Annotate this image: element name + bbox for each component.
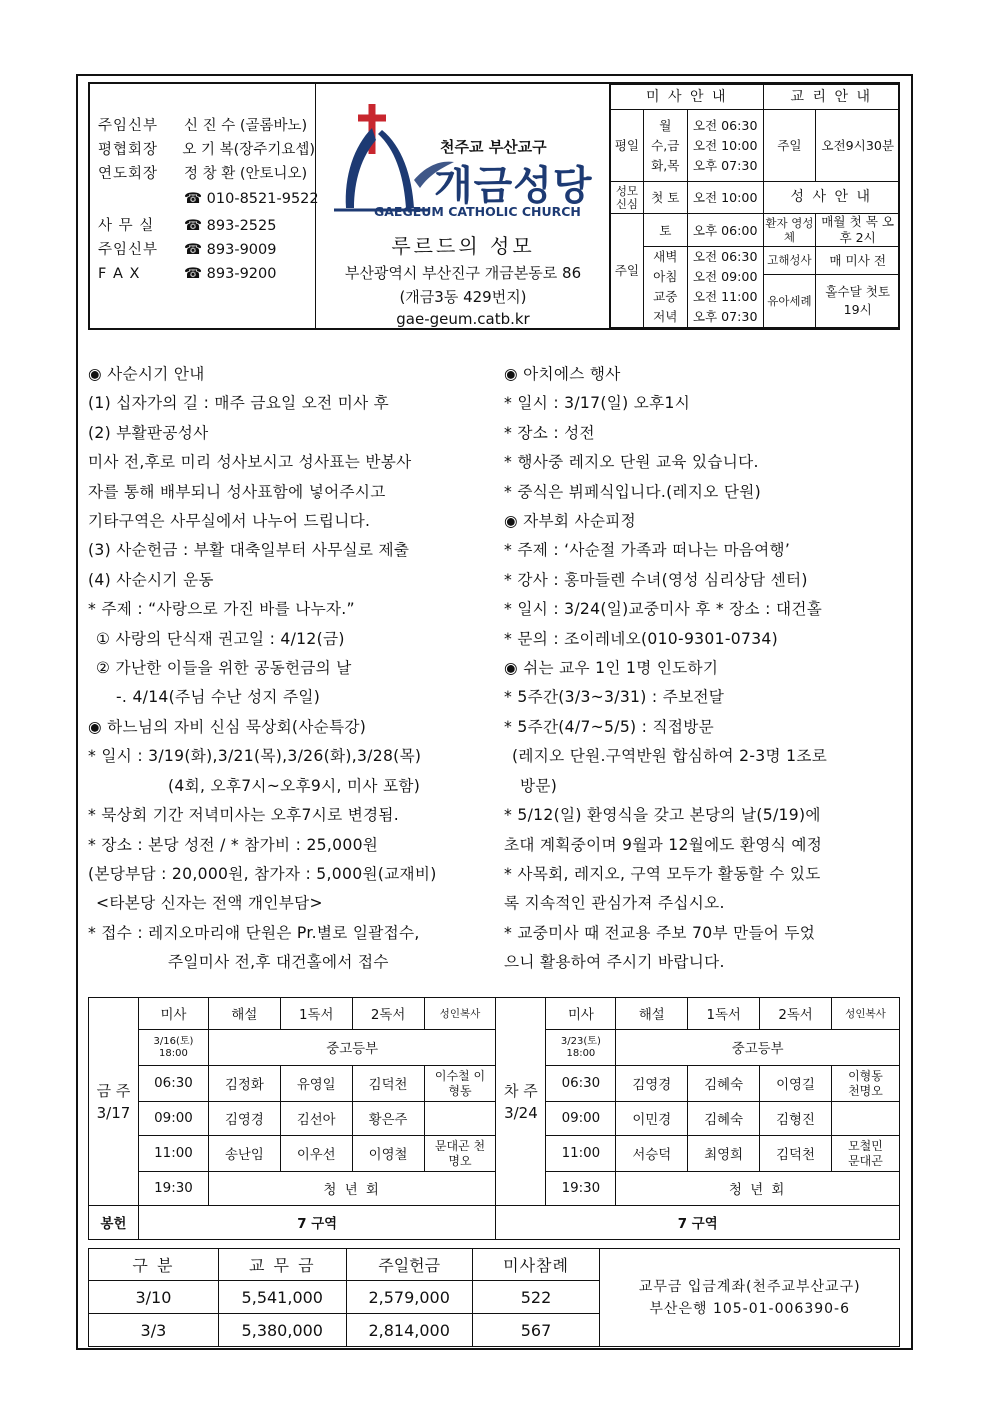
text-line: (레지오 단원.구역반원 합심하여 2-3명 1조로	[512, 747, 828, 766]
offering-label: 봉헌	[89, 1206, 139, 1240]
roster-cell	[831, 1102, 899, 1136]
doctrine-day: 주일	[763, 110, 816, 182]
church-logo-block	[316, 84, 610, 328]
sacrament-label: 환자 영성체	[763, 214, 816, 247]
patron-saint: 루르드의 성모	[391, 234, 535, 258]
mass-time: 오후 07:30	[692, 309, 758, 324]
text-line: (3) 사순헌금 : 부활 대축일부터 사무실로 제출	[88, 541, 410, 560]
finance-cell: 5,380,000	[218, 1314, 346, 1347]
text-line: * 일시 : 3/19(화),3/21(목),3/26(화),3/28(목)	[88, 747, 422, 766]
finance-cell: 3/3	[89, 1314, 219, 1347]
mass-time: 06:30	[546, 1066, 616, 1102]
sunday-label: 주일	[611, 214, 644, 328]
section-title: ◉ 자부회 사순피정	[504, 512, 636, 531]
mass-time: 09:00	[138, 1102, 208, 1136]
phone-label: F A X	[98, 266, 141, 283]
phone-label: 주임신부	[98, 242, 159, 259]
roster-cell: 문대곤 천명오	[424, 1136, 496, 1172]
sacrament-value: 매 미사 전	[816, 247, 900, 275]
roster-cell: 이영길	[760, 1066, 832, 1102]
text-line: 록 지속적인 관심가져 주십시오.	[504, 894, 725, 913]
address-line: 부산광역시 부산진구 개금본동로 86	[344, 264, 582, 282]
text-line: * 주제 : ‘사순절 가족과 떠나는 마음여행’	[504, 541, 791, 560]
finance-cell: 567	[472, 1314, 600, 1347]
phone-value: ☎ 893-9009	[184, 242, 277, 259]
mary-devotion-label: 성모 신심	[611, 182, 644, 214]
mass-time: 3/16(토) 18:00	[138, 1030, 208, 1066]
text-line: * 접수 : 레지오마리애 단원은 Pr.별로 일괄접수,	[88, 923, 420, 942]
finance-cell: 3/10	[89, 1281, 219, 1314]
text-line: 으니 활용하여 주시기 바랍니다.	[504, 953, 725, 972]
contact-value: 정 창 환 (안토니오)	[184, 166, 308, 183]
text-line: * 중식은 뷔페식입니다.(레지오 단원)	[504, 482, 761, 501]
contact-value: 신 진 수 (골롬바노)	[184, 118, 308, 134]
mass-time: 19:30	[138, 1172, 208, 1206]
roster-cell: 황은주	[352, 1102, 424, 1136]
text-line: * 사목회, 레지오, 구역 모두가 활동할 수 있도	[504, 864, 821, 883]
text-line: (1) 십자가의 길 : 매주 금요일 오전 미사 후	[88, 394, 390, 413]
mass-roster	[88, 997, 900, 1239]
column-header: 미사	[546, 998, 616, 1030]
mass-time: 09:00	[546, 1102, 616, 1136]
text-line: * 문의 : 조이레네오(010-9301-0734)	[504, 629, 779, 648]
mass-time: 오전 10:00	[692, 137, 758, 153]
text-line: * 교중미사 때 전교용 주보 70부 만들어 두었	[504, 923, 816, 942]
mass-roster-table	[88, 997, 900, 1240]
announcements-right	[504, 360, 906, 978]
roster-cell: 이수철 이형동	[424, 1066, 496, 1102]
mass-time: 3/23(토) 18:00	[546, 1030, 616, 1066]
column-header: 미사	[138, 998, 208, 1030]
roster-group: 청 년 회	[616, 1172, 900, 1206]
roster-group: 청 년 회	[208, 1172, 495, 1206]
mass-schedule	[610, 84, 900, 328]
mass-day: 화,목	[651, 157, 680, 173]
text-line: * 5주간(3/3~3/31) : 주보전달	[504, 688, 725, 707]
offering-district: 7 구역	[496, 1206, 900, 1240]
column-header: 1독서	[280, 998, 352, 1030]
mass-time: 19:30	[546, 1172, 616, 1206]
column-header: 1독서	[688, 998, 760, 1030]
offering-district: 7 구역	[138, 1206, 495, 1240]
text-line: (4회, 오후7시~오후9시, 미사 포함)	[168, 776, 421, 795]
text-line: 초대 계획중이며 9월과 12월에도 환영식 예정	[504, 835, 823, 854]
website-link[interactable]: gae-geum.catb.kr	[396, 310, 530, 328]
this-week-label: 금 주 3/17	[89, 998, 139, 1206]
text-line: * 강사 : 홍마들렌 수녀(영성 심리상담 센터)	[504, 570, 808, 589]
diocese-name: 천주교 부산교구	[440, 138, 547, 156]
text-line: 기타구역은 사무실에서 나누어 드립니다.	[88, 512, 371, 531]
text-line: <타본당 신자는 전액 개인부담>	[96, 894, 323, 913]
phone-value: ☎ 893-2525	[184, 217, 277, 234]
column-header: 2독서	[352, 998, 424, 1030]
account-title: 교무금 입금계좌(천주교부산교구)	[638, 1278, 861, 1295]
doctrine-time: 오전9시30분	[816, 110, 900, 182]
sacrament-label: 고해성사	[763, 247, 816, 275]
contact-block	[90, 84, 319, 328]
roster-group: 중고등부	[208, 1030, 495, 1066]
finance-table	[88, 1248, 900, 1347]
section-title: ◉ 쉬는 교우 1인 1명 인도하기	[504, 659, 719, 678]
text-line: (본당부담 : 20,000원, 참가자 : 5,000원(교재비)	[88, 864, 437, 883]
mass-day: 수,금	[651, 137, 680, 153]
mass-time: 오전 09:00	[692, 269, 758, 284]
roster-cell: 김혜숙	[688, 1066, 760, 1102]
mass-day: 월	[659, 117, 672, 133]
mobile-number: ☎ 010-8521-9522	[184, 190, 319, 207]
announcements-left	[88, 360, 498, 978]
mass-title: 미 사 안 내	[611, 85, 764, 110]
mass-time: 오전 10:00	[687, 182, 763, 214]
roster-cell: 김덕천	[760, 1136, 832, 1172]
text-line: * 주제 : “사랑으로 가진 바를 나누자.”	[88, 600, 355, 619]
column-header: 구 분	[89, 1249, 219, 1281]
mass-time: 오후 06:00	[687, 214, 763, 247]
roster-cell: 이형동 천명오	[831, 1066, 899, 1102]
section-title: ◉ 사순시기 안내	[88, 365, 205, 383]
mass-time: 오후 07:30	[692, 157, 758, 173]
doctrine-title: 교 리 안 내	[763, 85, 899, 110]
phone-label: 사 무 실	[98, 217, 155, 234]
text-line: 미사 전,후로 미리 성사보시고 성사표는 반봉사	[88, 453, 412, 472]
address-line: (개금3동 429번지)	[399, 288, 527, 306]
contact-label: 주임신부	[98, 118, 159, 134]
mass-time: 11:00	[546, 1136, 616, 1172]
sacrament-title: 성 사 안 내	[763, 182, 899, 214]
church-name-english: GAEGEUM CATHOLIC CHURCH	[374, 204, 581, 219]
mass-time: 11:00	[138, 1136, 208, 1172]
text-line: 방문)	[520, 776, 558, 795]
text-line: (2) 부활판공성사	[88, 423, 209, 442]
mass-time: 06:30	[138, 1066, 208, 1102]
finance-cell: 2,579,000	[346, 1281, 472, 1314]
roster-cell: 김영경	[616, 1066, 688, 1102]
column-header: 미사참례	[472, 1249, 600, 1281]
contact-value: 오 기 복(장주기요셉)	[182, 142, 315, 159]
church-name: 개금성당	[434, 163, 593, 209]
text-line: ② 가난한 이들을 위한 공동헌금의 날	[96, 659, 352, 678]
finance-cell: 2,814,000	[346, 1314, 472, 1347]
text-line: 자를 통해 배부되니 성사표함에 넣어주시고	[88, 482, 386, 501]
mass-day: 토	[643, 214, 687, 247]
text-line: 주일미사 전,후 대건홀에서 접수	[168, 953, 389, 972]
roster-cell: 김혜숙	[688, 1102, 760, 1136]
roster-group: 중고등부	[616, 1030, 900, 1066]
column-header: 해설	[208, 998, 280, 1030]
roster-cell: 김영경	[208, 1102, 280, 1136]
mass-day: 교중	[653, 289, 678, 304]
section-title: ◉ 아치에스 행사	[504, 365, 621, 383]
text-line: * 묵상회 기간 저녁미사는 오후7시로 변경됨.	[88, 806, 400, 825]
text-line: * 일시 : 3/24(일)교중미사 후 * 장소 : 대건홀	[504, 600, 823, 619]
roster-cell: 유영일	[280, 1066, 352, 1102]
roster-cell: 이영철	[352, 1136, 424, 1172]
text-line: * 장소 : 성전	[504, 423, 595, 442]
text-line: * 5주간(4/7~5/5) : 직접방문	[504, 717, 714, 736]
mass-time: 오전 06:30	[692, 249, 758, 264]
column-header: 해설	[616, 998, 688, 1030]
mass-day: 저녁	[653, 309, 678, 324]
roster-cell: 이우선	[280, 1136, 352, 1172]
column-header: 성인복사	[831, 998, 899, 1030]
sacrament-value: 홀수달 첫토 19시	[816, 275, 900, 328]
roster-cell: 송난임	[208, 1136, 280, 1172]
column-header: 주일헌금	[346, 1249, 472, 1281]
mass-day: 새벽	[653, 249, 678, 264]
text-line: -. 4/14(주님 수난 성지 주일)	[116, 688, 321, 707]
text-line: * 일시 : 3/17(일) 오후1시	[504, 394, 691, 413]
account-number: 부산은행 105-01-006390-6	[649, 1300, 850, 1317]
next-week-label: 차 주 3/24	[496, 998, 546, 1206]
text-line: * 장소 : 본당 성전 / * 참가비 : 25,000원	[88, 835, 379, 854]
roster-cell	[424, 1102, 496, 1136]
text-line: (4) 사순시기 운동	[88, 570, 214, 589]
sacrament-value: 매월 첫 목 오후 2시	[816, 214, 900, 247]
finance-cell: 5,541,000	[218, 1281, 346, 1314]
roster-cell: 모철민 문대곤	[831, 1136, 899, 1172]
mass-time: 오전 11:00	[692, 289, 758, 304]
roster-cell: 서승덕	[616, 1136, 688, 1172]
text-line: ① 사랑의 단식재 권고일 : 4/12(금)	[96, 629, 345, 648]
phone-value: ☎ 893-9200	[184, 266, 277, 283]
roster-cell: 김형진	[760, 1102, 832, 1136]
column-header: 교 무 금	[218, 1249, 346, 1281]
text-line: * 행사중 레지오 단원 교육 있습니다.	[504, 453, 759, 472]
mass-day: 첫 토	[643, 182, 687, 214]
weekday-label: 평일	[611, 110, 644, 182]
mass-schedule-table	[610, 84, 900, 328]
column-header: 성인복사	[424, 998, 496, 1030]
mass-day: 아침	[653, 269, 678, 284]
finance-cell: 522	[472, 1281, 600, 1314]
roster-cell: 이민경	[616, 1102, 688, 1136]
contact-label: 연도회장	[98, 166, 159, 183]
roster-cell: 김정화	[208, 1066, 280, 1102]
roster-cell: 김덕천	[352, 1066, 424, 1102]
roster-cell: 김선아	[280, 1102, 352, 1136]
mass-time: 오전 06:30	[692, 117, 758, 133]
text-line: * 5/12(일) 환영식을 갖고 본당의 날(5/19)에	[504, 806, 821, 825]
sacrament-label: 유아세례	[763, 275, 816, 328]
section-title: ◉ 하느님의 자비 신심 묵상회(사순특강)	[88, 717, 367, 736]
announcements	[88, 360, 906, 985]
bulletin-header	[88, 82, 900, 330]
column-header: 2독서	[760, 998, 832, 1030]
contact-label: 평협회장	[98, 142, 159, 159]
finance-summary	[88, 1248, 900, 1346]
roster-cell: 최영희	[688, 1136, 760, 1172]
